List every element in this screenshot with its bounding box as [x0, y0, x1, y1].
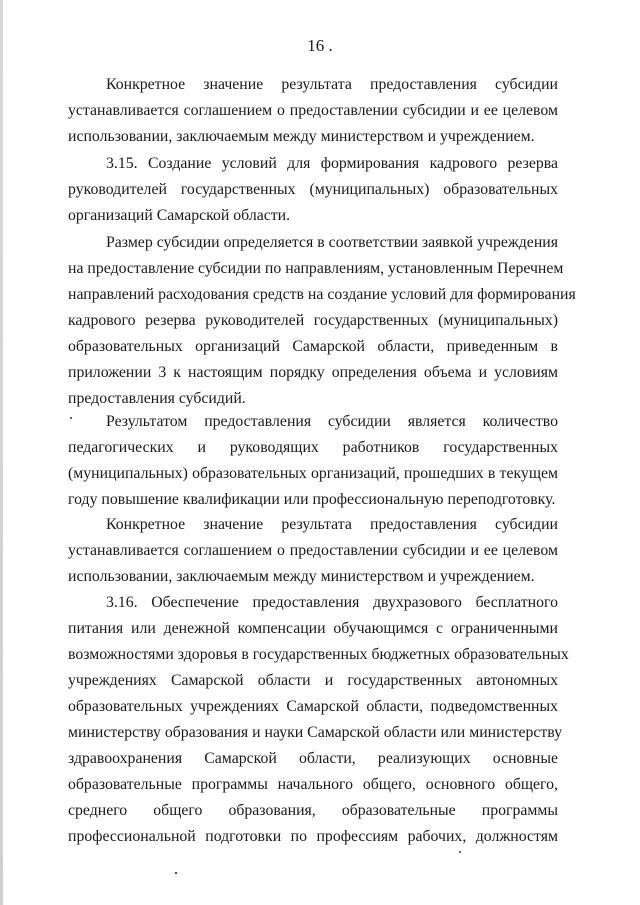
paragraph-subsidy-result: [68, 409, 558, 513]
text-line: на предоставление субсидии по направлениям, установленным Перечнем: [68, 260, 564, 277]
scan-speck: [459, 851, 461, 853]
paragraph-result-value-1: [68, 72, 558, 150]
text-line: руководителей государственных (муниципальных) образовательных: [68, 181, 558, 198]
text-line: образовательных организаций Самарской области, приведенным в: [68, 338, 558, 355]
text-line: среднего общего образования, образовательные программы: [68, 802, 558, 819]
text-line: Результатом предоставления субсидии является количество: [106, 413, 558, 430]
text-line: образовательных учреждениях Самарской области, подведомственных: [68, 698, 558, 715]
text-line: профессиональной подготовки по профессиям рабочих, должностям: [68, 828, 558, 845]
text-line: Размер субсидии определяется в соответствии заявкой учреждения: [106, 234, 558, 251]
text-line: образовательные программы начального общего, основного общего,: [68, 776, 558, 793]
paragraph-subsidy-size: [68, 230, 576, 412]
text-line: Конкретное значение результата предоставления субсидии: [106, 76, 558, 93]
scan-speck: [175, 872, 177, 874]
text-line: организаций Самарской области.: [68, 207, 291, 224]
paragraph-section-3-15: [68, 151, 558, 229]
text-line: (муниципальных) образовательных организаций, прошедших в текущем: [68, 465, 558, 482]
text-line: предоставления субсидий.: [68, 390, 246, 407]
text-line: использовании, заключаемым между министерством и учреждением.: [68, 128, 535, 145]
scan-speck: [70, 417, 72, 419]
text-line: здравоохранения Самарской области, реализующих основные: [68, 750, 558, 767]
text-line: учреждениях Самарской области и государственных автономных: [68, 672, 558, 689]
text-line: возможностями здоровья в государственных бюджетных образовательных: [68, 646, 569, 663]
text-line: приложении 3 к настоящим порядку определения объема и условиям: [68, 364, 558, 381]
text-line: педагогических и руководящих работников государственных: [68, 439, 558, 456]
text-line: Конкретное значение результата предоставления субсидии: [106, 516, 558, 533]
text-line: направлений расходования средств на создание условий для формирования: [68, 286, 576, 303]
text-line: устанавливается соглашением о предоставлении субсидии и ее целевом: [68, 102, 558, 119]
text-line: устанавливается соглашением о предоставлении субсидии и ее целевом: [68, 542, 558, 559]
text-line: питания или денежной компенсации обучающимся с ограниченными: [68, 620, 558, 637]
text-line: использовании, заключаемым между министерством и учреждением.: [68, 568, 535, 585]
text-line: 3.16. Обеспечение предоставления двухразового бесплатного: [106, 594, 558, 611]
text-line: году повышение квалификации или профессиональную переподготовку.: [68, 491, 556, 508]
text-line: кадрового резерва руководителей государственных (муниципальных): [68, 312, 558, 329]
page-number: 16 .: [307, 36, 333, 55]
paragraph-result-value-2: [68, 512, 558, 590]
paragraph-section-3-16: [68, 590, 569, 850]
text-line: министерству образования и науки Самарской области или министерству: [68, 724, 563, 741]
scan-edge: [0, 0, 3, 905]
text-line: 3.15. Создание условий для формирования кадрового резерва: [106, 155, 558, 172]
